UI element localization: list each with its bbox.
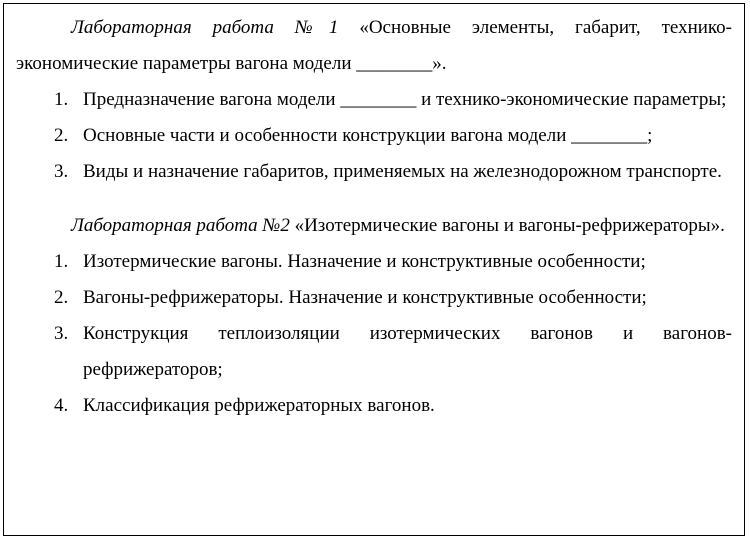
list-item-number: 3. bbox=[54, 161, 69, 182]
document-frame bbox=[3, 3, 745, 536]
list-item-text: Основные части и особенности конструкции вагона модели ________; bbox=[83, 125, 653, 146]
list-item-text: Классификация рефрижераторных вагонов. bbox=[83, 395, 435, 416]
list-item bbox=[16, 82, 732, 118]
lab-work-2-topic: «Изотермические вагоны и вагоны-рефрижераторы». bbox=[294, 215, 725, 236]
list-item-number: 4. bbox=[54, 395, 69, 416]
list-item-text: Вагоны-рефрижераторы. Назначение и конструктивные особенности; bbox=[83, 287, 647, 308]
list-item-text: Предназначение вагона модели ________ и технико-экономические параметры; bbox=[83, 89, 727, 110]
list-item-text: Изотермические вагоны. Назначение и конструктивные особенности; bbox=[83, 251, 646, 272]
list-item bbox=[16, 280, 732, 316]
lab-work-1-list bbox=[16, 82, 732, 190]
list-item-number: 3. bbox=[54, 323, 69, 344]
list-item-number: 2. bbox=[54, 125, 69, 146]
list-item-number: 1. bbox=[54, 251, 69, 272]
list-item-text: Конструкция теплоизоляции изотермических вагонов и вагонов-рефрижераторов; bbox=[83, 323, 732, 380]
document-body bbox=[16, 10, 732, 424]
lab-work-2-title: Лабораторная работа №2 bbox=[71, 215, 290, 236]
lab-work-1-heading bbox=[16, 10, 732, 82]
lab-work-1-title: Лабораторная работа №1 bbox=[71, 17, 339, 38]
list-item-text: Виды и назначение габаритов, применяемых на железнодорожном транспорте. bbox=[83, 161, 722, 182]
lab-work-2-list bbox=[16, 244, 732, 424]
list-item bbox=[16, 154, 732, 190]
list-item-number: 2. bbox=[54, 287, 69, 308]
list-item bbox=[16, 388, 732, 424]
lab-work-2-heading bbox=[16, 208, 732, 244]
list-item bbox=[16, 316, 732, 388]
list-item bbox=[16, 244, 732, 280]
list-item bbox=[16, 118, 732, 154]
lab-work-1-topic: «Основные элементы, габарит, технико-экономические параметры вагона модели ________». bbox=[16, 17, 732, 74]
list-item-number: 1. bbox=[54, 89, 69, 110]
